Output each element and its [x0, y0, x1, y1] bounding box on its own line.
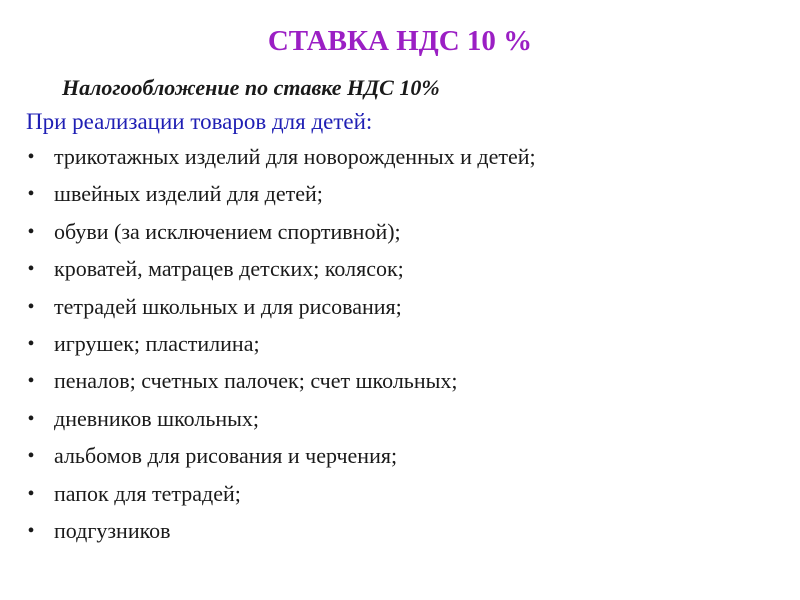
bullet-icon: •: [27, 220, 35, 243]
list-item: [0, 403, 800, 440]
list-item-text: трикотажных изделий для новорожденных и детей;: [54, 144, 536, 169]
list-item: [0, 291, 800, 328]
bullet-icon: •: [27, 295, 35, 318]
list-item-text: дневников школьных;: [54, 405, 260, 431]
list-item: [0, 253, 800, 290]
bullet-icon: •: [27, 482, 35, 505]
slide-subtitle: Налогообложение по ставке НДС 10%: [62, 75, 440, 100]
list-item: [0, 515, 800, 552]
bullet-icon: •: [27, 407, 35, 430]
list-item-text: кроватей, матрацев детских; колясок;: [54, 256, 404, 282]
bullet-icon: •: [27, 332, 35, 355]
bullet-icon: •: [27, 258, 35, 281]
list-item-text: обуви (за исключением спортивной);: [54, 218, 401, 244]
list-item-text: тетрадей школьных и для рисования;: [54, 293, 402, 319]
list-item: [0, 328, 800, 365]
bullet-icon: •: [27, 445, 35, 468]
list-item-text: швейных изделий для детей;: [54, 181, 323, 207]
bullet-icon: •: [27, 519, 35, 542]
list-item: [0, 178, 800, 215]
bullet-list: [0, 141, 800, 552]
slide-title: СТАВКА НДС 10 %: [267, 25, 533, 57]
list-item-text: пеналов; счетных палочек; счет школьных;: [54, 368, 458, 394]
bullet-icon: •: [27, 183, 35, 206]
list-item: [0, 141, 800, 178]
list-item: [0, 440, 800, 477]
list-item: [0, 478, 800, 515]
bullet-icon: •: [27, 146, 35, 168]
intro-text: При реализации товаров для детей:: [26, 109, 373, 134]
list-item: [0, 365, 800, 402]
list-item-text: подгузников: [54, 517, 171, 543]
bullet-icon: •: [27, 370, 35, 393]
list-item-text: альбомов для рисования и черчения;: [54, 443, 398, 469]
list-item: [0, 216, 800, 253]
list-item-text: папок для тетрадей;: [54, 480, 241, 506]
list-item-text: игрушек; пластилина;: [54, 330, 260, 356]
